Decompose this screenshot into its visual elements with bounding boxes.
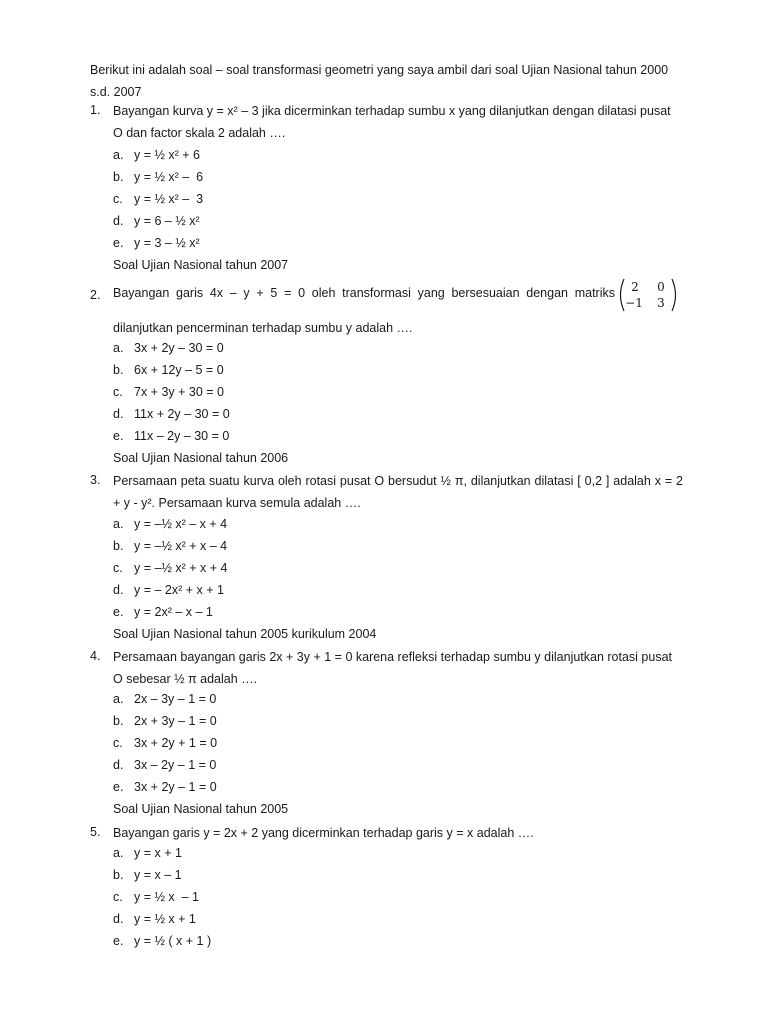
question-source: Soal Ujian Nasional tahun 2006	[113, 451, 289, 465]
option-letter: d.	[113, 407, 124, 421]
option-text: 11x – 2y – 30 = 0	[134, 429, 230, 443]
option-letter: d.	[113, 583, 124, 597]
option-text: y = ½ x² + 6	[134, 148, 201, 162]
option-text: y = –½ x² + x – 4	[134, 539, 228, 553]
option-text: 6x + 12y – 5 = 0	[134, 363, 224, 377]
option-letter: b.	[113, 170, 124, 184]
option-text: y = –½ x² – x + 4	[134, 517, 228, 531]
option-text: 3x + 2y – 30 = 0	[134, 341, 224, 355]
question-text: Persamaan peta suatu kurva oleh rotasi pusat O bersudut ½ π, dilanjutkan dilatasi [ 0,2 ] adalah x = 2 + y - y². Persamaan kurva semula adalah ….	[113, 474, 683, 510]
option-text: y = 2x² – x – 1	[134, 605, 213, 619]
option-letter: a.	[113, 692, 124, 706]
matrix-left-bracket	[621, 279, 625, 311]
option-letter: a.	[113, 517, 124, 531]
option-letter: e.	[113, 780, 124, 794]
option-letter: b.	[113, 714, 124, 728]
question-number: 3.	[90, 473, 101, 487]
option-text: 3x – 2y – 1 = 0	[134, 758, 217, 772]
option-text: 11x + 2y – 30 = 0	[134, 407, 230, 421]
option-letter: a.	[113, 846, 124, 860]
matrix-right-bracket	[672, 279, 676, 311]
matrix-entry: 3	[657, 296, 665, 310]
option-text: y = ½ x² – 6	[134, 170, 204, 184]
option-text: y = ½ x² – 3	[134, 192, 204, 206]
question-text: Bayangan kurva y = x² – 3 jika dicerminkan terhadap sumbu x yang dilanjutkan dengan dilatasi pusat O dan factor skala 2 adalah ….	[113, 104, 671, 140]
question-number: 2.	[90, 288, 101, 302]
option-text: y = 6 – ½ x²	[134, 214, 200, 228]
option-letter: d.	[113, 912, 124, 926]
option-letter: c.	[113, 385, 123, 399]
question-text-continued: dilanjutkan pencerminan terhadap sumbu y adalah ….	[113, 321, 413, 335]
option-text: y = ½ x + 1	[134, 912, 196, 926]
option-letter: b.	[113, 539, 124, 553]
option-letter: c.	[113, 561, 123, 575]
option-text: 3x + 2y – 1 = 0	[134, 780, 217, 794]
option-text: 3x + 2y + 1 = 0	[134, 736, 218, 750]
option-letter: e.	[113, 429, 124, 443]
option-text: y = x + 1	[134, 846, 182, 860]
option-letter: c.	[113, 736, 123, 750]
option-text: 2x – 3y – 1 = 0	[134, 692, 217, 706]
option-letter: a.	[113, 148, 124, 162]
question-text: Bayangan garis y = 2x + 2 yang dicerminkan terhadap garis y = x adalah ….	[113, 826, 534, 840]
option-text: y = ½ ( x + 1 )	[134, 934, 212, 948]
option-letter: d.	[113, 758, 124, 772]
option-letter: b.	[113, 363, 124, 377]
option-letter: e.	[113, 605, 124, 619]
option-text: y = 3 – ½ x²	[134, 236, 200, 250]
matrix-entry: 2	[631, 280, 639, 294]
option-letter: b.	[113, 868, 124, 882]
option-letter: a.	[113, 341, 124, 355]
option-letter: c.	[113, 890, 123, 904]
question-number: 4.	[90, 649, 101, 663]
matrix-entry: −1	[625, 296, 643, 310]
option-text: 7x + 3y + 30 = 0	[134, 385, 224, 399]
option-text: y = ½ x – 1	[134, 890, 199, 904]
question-text: Persamaan bayangan garis 2x + 3y + 1 = 0 karena refleksi terhadap sumbu y dilanjutkan rotasi pusat O sebesar ½ π adalah ….	[113, 650, 673, 686]
transformation-matrix	[616, 278, 680, 312]
question-text: Bayangan garis 4x – y + 5 = 0 oleh transformasi yang bersesuaian dengan matriks	[113, 286, 615, 300]
option-letter: d.	[113, 214, 124, 228]
option-text: y = – 2x² + x + 1	[134, 583, 224, 597]
option-text: y = –½ x² + x + 4	[134, 561, 228, 575]
option-letter: c.	[113, 192, 123, 206]
question-source: Soal Ujian Nasional tahun 2007	[113, 258, 289, 272]
question-number: 5.	[90, 825, 101, 839]
option-text: y = x – 1	[134, 868, 182, 882]
question-source: Soal Ujian Nasional tahun 2005	[113, 802, 289, 816]
question-source: Soal Ujian Nasional tahun 2005 kurikulum 2004	[113, 627, 377, 641]
question-number: 1.	[90, 103, 101, 117]
option-letter: e.	[113, 236, 124, 250]
option-letter: e.	[113, 934, 124, 948]
option-text: 2x + 3y – 1 = 0	[134, 714, 217, 728]
matrix-entry: 0	[657, 280, 665, 294]
intro-text: Berikut ini adalah soal – soal transformasi geometri yang saya ambil dari soal Ujian Nasional tahun 2000 s.d. 2007	[90, 63, 669, 99]
